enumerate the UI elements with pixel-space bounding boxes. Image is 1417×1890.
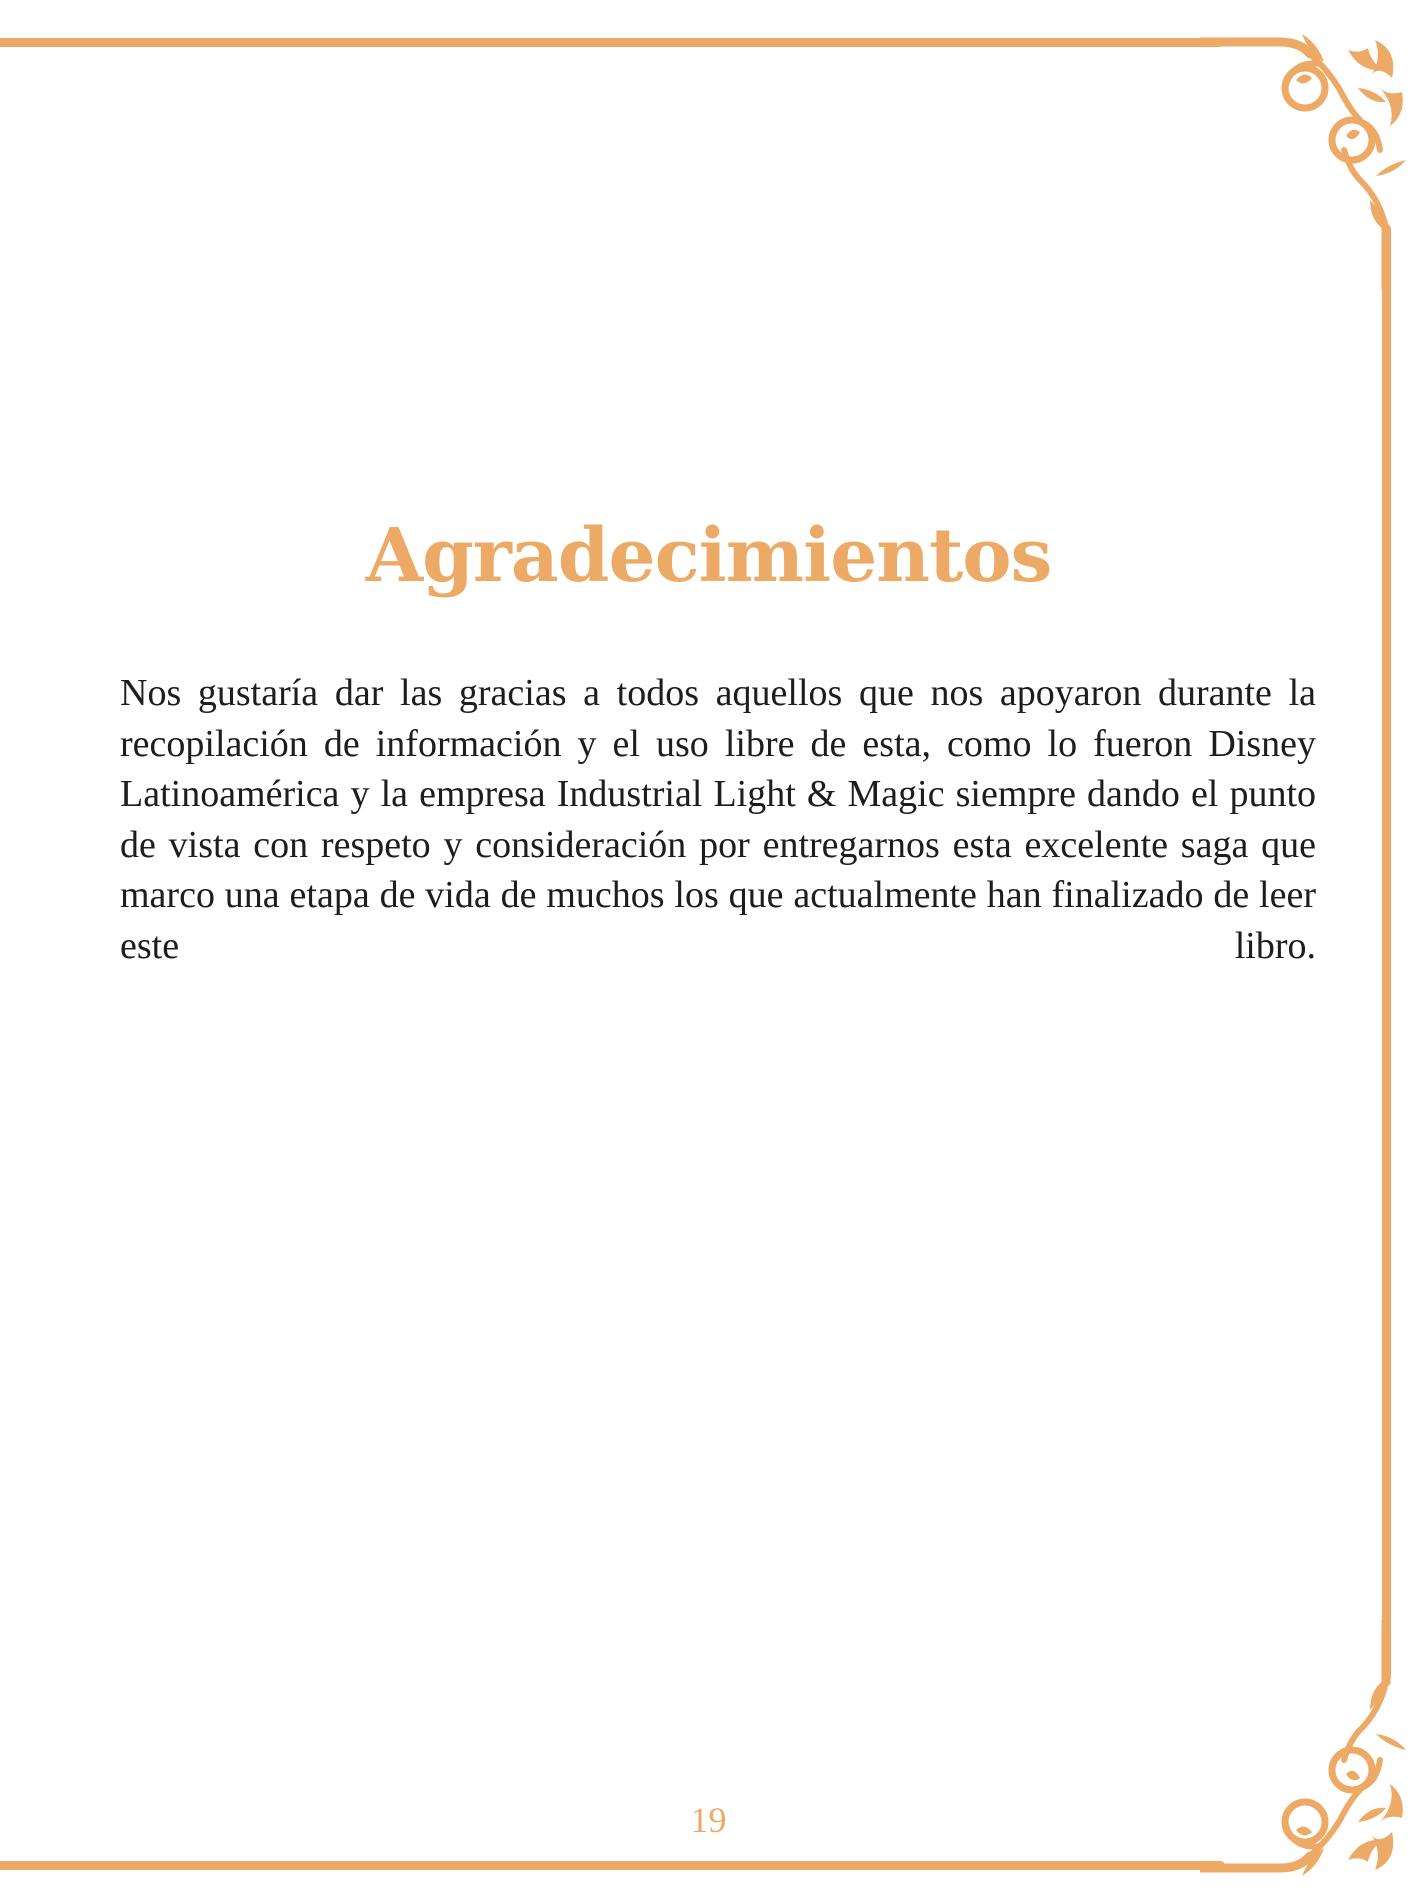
acknowledgements-paragraph: Nos gustaría dar las gracias a todos aquellos que nos apoyaron durante la recopilación de información y el uso libre de esta, como lo fueron Disney Latinoamérica y la empresa Industrial Light & Magic siempre dando el punto de vista con respeto y consideración por entregarnos esta excelente saga que marco una etapa de vida de muchos los que actualmente han finalizado de leer este libro.: [120, 672, 1316, 967]
top-right-flourish-icon: [1200, 30, 1410, 290]
frame-bottom-border: [0, 1861, 1225, 1870]
page-title: Agradecimientos: [365, 513, 1052, 599]
bottom-right-flourish-icon: [1200, 1620, 1410, 1880]
page-number: 19: [690, 1800, 727, 1840]
frame-right-border: [1382, 228, 1391, 1678]
frame-top-border: [0, 38, 1225, 47]
